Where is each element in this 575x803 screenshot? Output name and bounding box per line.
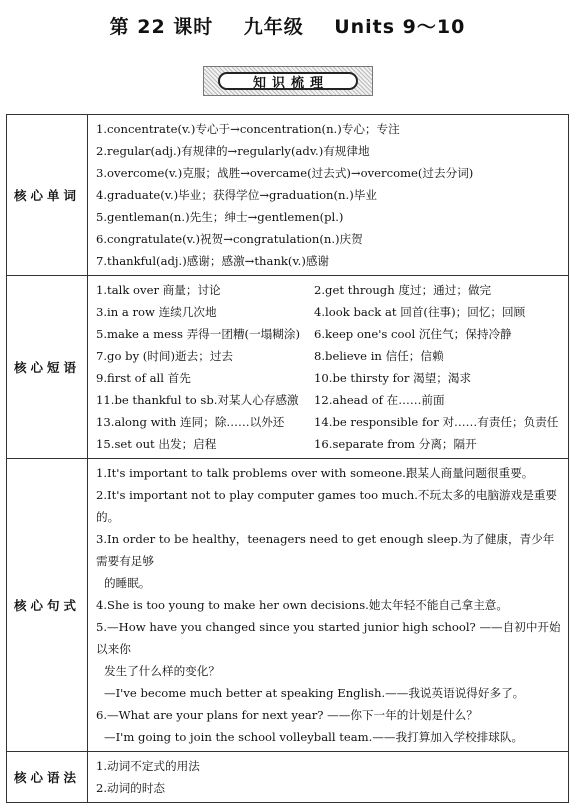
list-item: 1.talk over 商量；讨论 2.get through 度过；通过；做完 bbox=[96, 283, 492, 297]
list-item: 4.graduate(v.)毕业；获得学位→graduation(n.)毕业 bbox=[96, 188, 377, 202]
vocab-label: 核心单词 bbox=[7, 115, 88, 276]
list-item: 5.gentleman(n.)先生；绅士→gentlemen(pl.) bbox=[96, 210, 344, 224]
section-banner bbox=[203, 66, 373, 96]
list-item: 13.along with 连同；除……以外还 14.be responsible for 对……有责任；负责任 bbox=[96, 415, 559, 429]
phrases-label: 核心短语 bbox=[7, 276, 88, 459]
list-item: 2.regular(adj.)有规律的→regularly(adv.)有规律地 bbox=[96, 144, 370, 158]
list-item: 9.first of all 首先 10.be thirsty for 渴望；渴求 bbox=[96, 371, 472, 385]
page-title: 第 22 课时 九年级 Units 9～10 bbox=[109, 16, 466, 38]
list-item: 4.She is too young to make her own decisions.她太年轻不能自己拿主意。 bbox=[96, 598, 508, 612]
list-item: 15.set out 出发；启程 16.separate from 分离；隔开 bbox=[96, 437, 477, 451]
list-item: 7.go by (时间)逝去；过去 8.believe in 信任；信赖 bbox=[96, 349, 444, 363]
list-item: 3.In order to be healthy，teenagers need to get enough sleep.为了健康，青少年需要有足够 bbox=[96, 532, 555, 568]
sentences-list bbox=[88, 459, 568, 751]
list-item: 的睡眠。 bbox=[104, 576, 151, 590]
sentences-row bbox=[7, 459, 569, 752]
list-item: 5.make a mess 弄得一团糟(一塌糊涂) 6.keep one's cool 沉住气；保持冷静 bbox=[96, 327, 512, 341]
list-item: 1.concentrate(v.)专心于→concentration(n.)专心；专注 bbox=[96, 122, 400, 136]
list-item: 5.—How have you changed since you started junior high school? ——自初中开始以来你 bbox=[96, 620, 561, 656]
list-item: 3.overcome(v.)克服；战胜→overcame(过去式)→overcome(过去分词) bbox=[96, 166, 474, 180]
list-item: 7.thankful(adj.)感谢；感激→thank(v.)感谢 bbox=[96, 254, 330, 268]
banner-label: 知识梳理 bbox=[218, 72, 358, 90]
grammar-list bbox=[88, 752, 568, 802]
list-item: —I'm going to join the school volleyball team.——我打算加入学校排球队。 bbox=[104, 730, 524, 744]
list-item: 2.It's important not to play computer games too much.不玩太多的电脑游戏是重要的。 bbox=[96, 488, 558, 524]
knowledge-table bbox=[6, 114, 569, 803]
list-item: —I've become much better at speaking English.——我说英语说得好多了。 bbox=[104, 686, 525, 700]
sentences-label: 核心句式 bbox=[7, 459, 88, 752]
list-item: 1.动词不定式的用法 bbox=[96, 759, 200, 773]
list-item: 6.—What are your plans for next year? ——你下一年的计划是什么？ bbox=[96, 708, 478, 722]
list-item: 2.动词的时态 bbox=[96, 781, 166, 795]
vocab-list bbox=[88, 115, 568, 275]
vocab-row bbox=[7, 115, 569, 276]
phrases-list bbox=[88, 276, 568, 458]
grammar-row bbox=[7, 752, 569, 803]
grammar-label: 核心语法 bbox=[7, 752, 88, 803]
phrases-row bbox=[7, 276, 569, 459]
list-item: 6.congratulate(v.)祝贺→congratulation(n.)庆贺 bbox=[96, 232, 363, 246]
list-item: 1.It's important to talk problems over with someone.跟某人商量问题很重要。 bbox=[96, 466, 534, 480]
list-item: 3.in a row 连续几次地 4.look back at 回首(往事)；回忆；回顾 bbox=[96, 305, 526, 319]
list-item: 11.be thankful to sb.对某人心存感激 12.ahead of 在……前面 bbox=[96, 393, 445, 407]
list-item: 发生了什么样的变化？ bbox=[104, 664, 220, 678]
